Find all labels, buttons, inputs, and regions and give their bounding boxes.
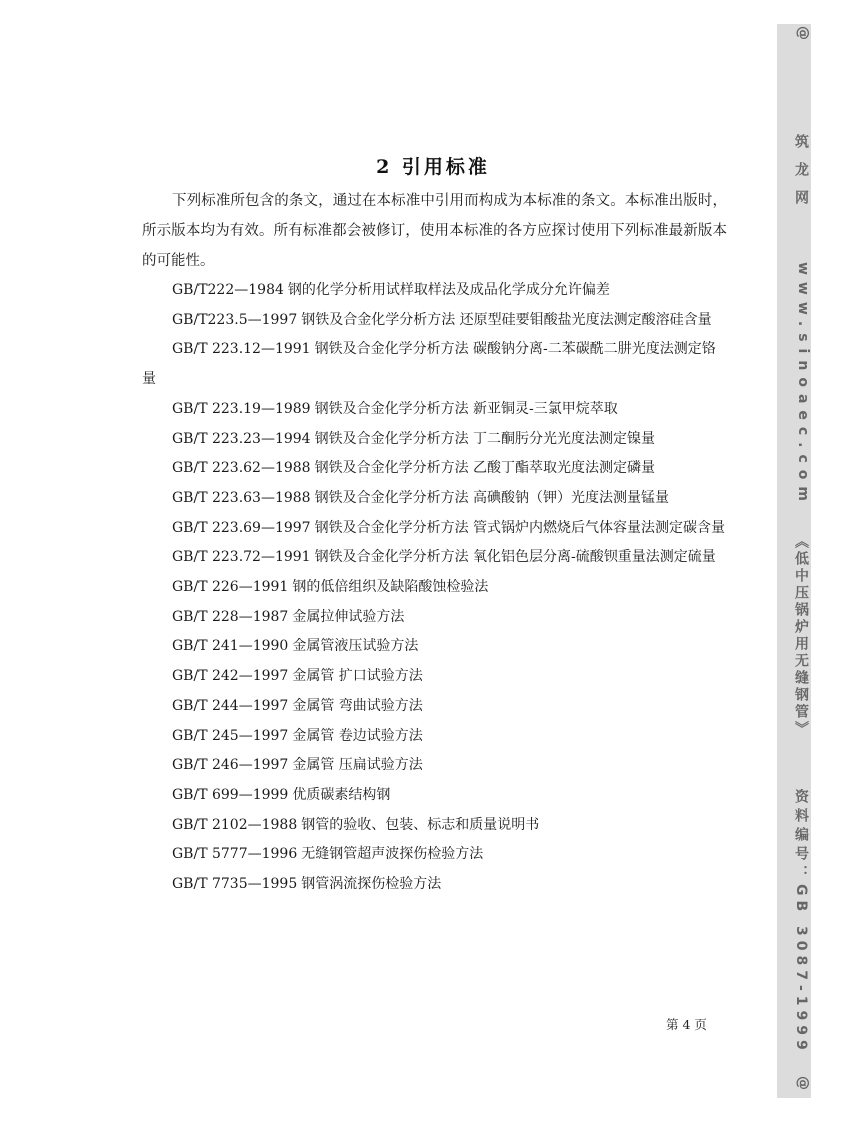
reference-title: 金属管 卷边试验方法 bbox=[292, 727, 423, 744]
reference-code: GB/T 223.19—1989 bbox=[172, 400, 311, 417]
reference-item bbox=[142, 632, 727, 662]
reference-title: 无缝钢管超声波探伤检验方法 bbox=[301, 846, 484, 863]
reference-code: GB/T 241—1990 bbox=[172, 638, 289, 655]
reference-title: 金属管 压扁试验方法 bbox=[292, 757, 423, 774]
side-url: www.sinoaec.com bbox=[795, 262, 811, 509]
reference-item bbox=[142, 543, 727, 573]
section-title: 2 引用标准 bbox=[376, 156, 490, 178]
reference-code: GB/T 223.12—1991 bbox=[172, 341, 311, 358]
reference-code: GB/T 245—1997 bbox=[172, 727, 289, 744]
reference-code: GB/T 223.62—1988 bbox=[172, 460, 311, 477]
reference-item bbox=[142, 662, 727, 692]
reference-item bbox=[142, 395, 727, 425]
side-book-title: 《低中压锅炉用无缝钢管》 bbox=[793, 534, 809, 738]
reference-item bbox=[142, 335, 727, 394]
reference-item bbox=[142, 603, 727, 633]
reference-item bbox=[142, 722, 727, 752]
reference-code: GB/T 699—1999 bbox=[172, 786, 289, 803]
reference-code: GB/T 5777—1996 bbox=[172, 846, 298, 863]
reference-title: 钢管的验收、包装、标志和质量说明书 bbox=[301, 816, 540, 833]
reference-item bbox=[142, 573, 727, 603]
reference-code: GB/T 223.63—1988 bbox=[172, 489, 311, 506]
reference-title: 钢铁及合金化学分析方法 管式锅炉内燃烧后气体容量法测定碳含量 bbox=[314, 519, 726, 536]
side-bottom-mark: @ bbox=[795, 1076, 811, 1095]
reference-title: 钢的化学分析用试样取样法及成品化学成分允许偏差 bbox=[287, 282, 610, 298]
reference-item bbox=[142, 840, 727, 870]
reference-item bbox=[142, 484, 727, 514]
reference-title: 钢铁及合金化学分析方法 新亚铜灵-三氯甲烷萃取 bbox=[314, 400, 618, 417]
reference-code: GB/T 7735—1995 bbox=[172, 876, 298, 893]
reference-code: GB/T223.5—1997 bbox=[172, 311, 298, 328]
reference-title: 钢铁及合金化学分析方法 高碘酸钠（钾）光度法测量锰量 bbox=[314, 489, 670, 506]
reference-title: 金属管 弯曲试验方法 bbox=[292, 697, 423, 714]
reference-title: 金属管 扩口试验方法 bbox=[292, 668, 423, 685]
intro-paragraph: 下列标准所包含的条文，通过在本标准中引用而构成为本标准的条文。本标准出版时，所示版本均为有效。所有标准都会被修订，使用本标准的各方应探讨使用下列标准最新版本的可能性。 bbox=[142, 193, 727, 269]
reference-item bbox=[142, 276, 727, 306]
reference-title: 钢管涡流探伤检验方法 bbox=[301, 876, 442, 893]
reference-list bbox=[142, 276, 727, 900]
reference-title: 钢铁及合金化学分析方法 乙酸丁酯萃取光度法测定磷量 bbox=[314, 460, 656, 477]
reference-item bbox=[142, 425, 727, 455]
reference-item bbox=[142, 781, 727, 811]
reference-item bbox=[142, 454, 727, 484]
reference-code: GB/T 228—1987 bbox=[172, 608, 289, 625]
reference-title: 钢铁及合金化学分析方法 丁二酮肟分光光度法测定镍量 bbox=[314, 430, 656, 447]
reference-item bbox=[142, 692, 727, 722]
reference-code: GB/T222—1984 bbox=[172, 282, 284, 298]
reference-item bbox=[142, 870, 727, 900]
side-top-mark: @ bbox=[795, 26, 811, 45]
reference-item bbox=[142, 811, 727, 841]
reference-title: 钢铁及合金化学分析方法 还原型硅要钼酸盐光度法测定酸溶硅含量 bbox=[301, 311, 712, 328]
reference-code: GB/T 223.69—1997 bbox=[172, 519, 311, 536]
reference-code: GB/T 246—1997 bbox=[172, 757, 289, 774]
side-watermark-banner bbox=[777, 24, 811, 1098]
side-doc-code: 资料编号：GB 3087-1999 bbox=[793, 789, 809, 1055]
reference-title: 钢铁及合金化学分析方法 氧化铝色层分离-硫酸钡重量法测定硫量 bbox=[314, 549, 716, 566]
reference-item bbox=[142, 751, 727, 781]
reference-title: 金属拉伸试验方法 bbox=[292, 608, 405, 625]
reference-item bbox=[142, 514, 727, 544]
reference-code: GB/T 242—1997 bbox=[172, 668, 289, 685]
reference-code: GB/T 226—1991 bbox=[172, 579, 289, 596]
side-site-name: 筑龙网 bbox=[793, 134, 809, 218]
reference-code: GB/T 244—1997 bbox=[172, 697, 289, 714]
reference-code: GB/T 2102—1988 bbox=[172, 816, 298, 833]
reference-code: GB/T 223.23—1994 bbox=[172, 430, 311, 447]
reference-title: 优质碳素结构钢 bbox=[292, 786, 391, 803]
reference-title: 钢的低倍组织及缺陷酸蚀检验法 bbox=[292, 579, 489, 596]
reference-code: GB/T 223.72—1991 bbox=[172, 549, 311, 566]
section-body bbox=[142, 186, 727, 900]
reference-title: 钢铁及合金化学分析方法 碳酸钠分离-二苯碳酰二肼光度法测定铬量 bbox=[142, 341, 716, 388]
reference-item bbox=[142, 306, 727, 336]
reference-title: 金属管液压试验方法 bbox=[292, 638, 419, 655]
page-number: 第 4 页 bbox=[666, 1017, 707, 1032]
